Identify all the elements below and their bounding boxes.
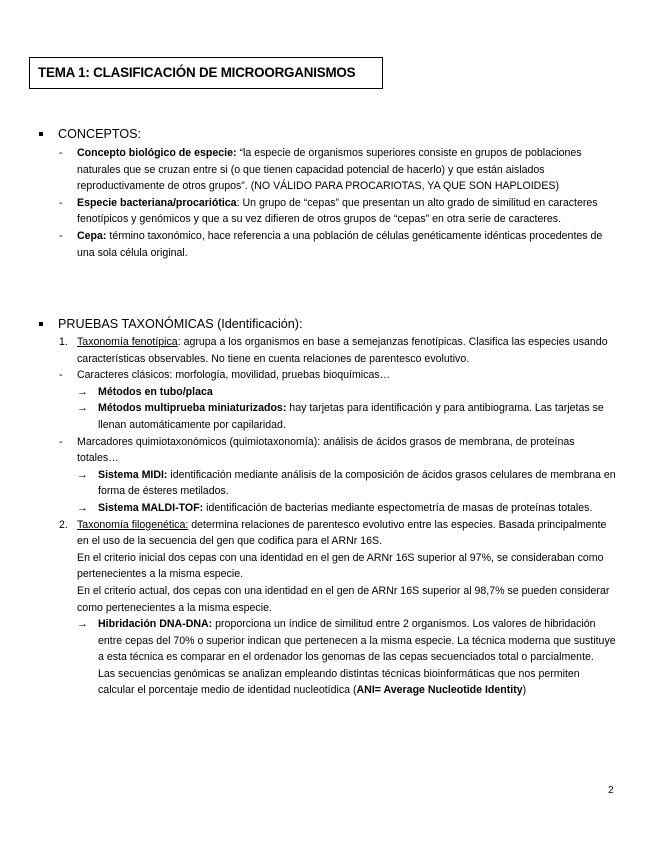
definition-text: determina relaciones de parentesco evolutivo entre las especies. Basada principalmente en el uso de la secuencia del gen que codifica para el ARNr 16S. [77,518,607,548]
arrow-right-icon: → [77,501,88,514]
section-heading: PRUEBAS TAXONÓMICAS (Identificación): [58,317,303,331]
paragraph-end: ) [522,684,527,697]
definition-text: : Un grupo de “cepas” que presentan un alto grado de similitud en caracteres fenotípicos y genómicos y que a su vez difieren de otros grupos de “cepas” en otra serie de caracteres. [77,196,598,226]
bullet-square-icon [39,322,43,326]
definition-text: identificación mediante análisis de la composición de ácidos grasos celulares de membrana en forma de ésteres metilados. [98,468,616,498]
dash-marker: - [59,369,63,382]
term-label: Especie bacteriana/procariótica [77,196,237,209]
sub-item [59,616,619,666]
page-title: TEMA 1: CLASIFICACIÓN DE MICROORGANISMOS [38,64,356,80]
term-label: Hibridación DNA-DNA: [98,618,213,631]
paragraph: En el criterio actual, dos cepas con una identidad en el gen de ARNr 16S superior al 98,7% se pueden considerar como pertenecientes a la misma especie. [77,584,610,614]
section-heading: CONCEPTOS: [58,127,142,141]
sub-paragraph [59,666,619,699]
list-item-filogenetica [59,517,619,550]
title-box [29,57,383,89]
term-label: Concepto biológico de especie: [77,147,237,159]
section-pruebas-heading [39,316,302,333]
term-label: Métodos en tubo/placa [98,385,213,398]
term-label: Cepa: [77,229,107,242]
arrow-right-icon: → [77,618,88,631]
number-marker: 1. [59,336,68,348]
definition-text: : agrupa a los organismos en base a semejanzas fenotípicas. Clasifica las especies usando características observables. No tiene en cuenta relaciones de parentesco evolutivo. [77,336,608,365]
list-item [59,228,619,261]
term-label: Sistema MALDI-TOF: [98,501,204,514]
paragraph-text: Las secuencias genómicas se analizan empleando distintas técnicas bioinformáticas que nos permiten calcular el porcentaje medio de identidad nucleotídica ( [98,667,580,697]
definition-text: hay tarjetas para identificación y para antibiograma. Las tarjetas se llenan automáticamente por capilaridad. [98,402,604,431]
item-text: Caracteres clásicos: morfología, movilidad, pruebas bioquímicas… [77,369,391,382]
sub-item [59,400,619,433]
bullet-square-icon [39,132,43,136]
term-label: Sistema MIDI: [98,468,168,481]
list-item [59,195,619,228]
sub-item [59,467,619,500]
conceptos-list [59,145,619,261]
arrow-right-icon: → [77,385,88,398]
pruebas-list [59,334,619,699]
list-item-clasicos [59,367,619,384]
dash-marker: - [59,229,63,242]
term-label: Taxonomía fenotípica [77,336,178,348]
item-text: Marcadores quimiotaxonómicos (quimiotaxonomía): análisis de ácidos grasos de membrana, de proteínas totales… [77,435,575,465]
dash-marker: - [59,435,63,448]
list-item-quimio [59,434,619,467]
term-label: Métodos multiprueba miniaturizados: [98,402,287,415]
ani-label: ANI= Average Nucleotide Identity [356,684,523,697]
sub-item [59,500,619,517]
section-conceptos-heading [39,126,141,143]
dash-marker: - [59,196,63,209]
number-marker: 2. [59,518,68,531]
dash-marker: - [59,147,63,159]
definition-text: identificación de bacterias mediante espectometría de masas de proteínas totales. [203,501,593,514]
list-item-fenotipica [59,334,619,367]
term-label: Taxonomía filogenética: [77,518,189,531]
definition-text: “la especie de organismos superiores consiste en grupos de poblaciones naturales que se cruzan entre si (o que tienen capacidad potencial de hacerlo) y que están aislados reproductivamente de otros grupos”. (NO VÁLIDO PARA PROCARIOTAS, YA QUE SON HAPLOIDES) [77,147,582,193]
arrow-right-icon: → [77,402,88,415]
arrow-right-icon: → [77,468,88,481]
sub-item [59,384,619,401]
list-item [59,145,619,195]
paragraph: En el criterio inicial dos cepas con una identidad en el gen de ARNr 16S superior al 97%, se consideraban como pertenecientes a la misma especie. [77,551,604,581]
page-number: 2 [608,785,614,796]
definition-text: término taxonómico, hace referencia a una población de células genéticamente idénticas procedentes de una sola célula original. [77,229,603,259]
definition-text: proporciona un índice de similitud entre 2 organismos. Los valores de hibridación entre cepas del 70% o superior indican que pertenecen a la misma especie. La técnica moderna que sustituye a esta técnica es comparar en el ordenador los genomas de las cepas secuenciados total o parcialmente. [98,618,616,664]
